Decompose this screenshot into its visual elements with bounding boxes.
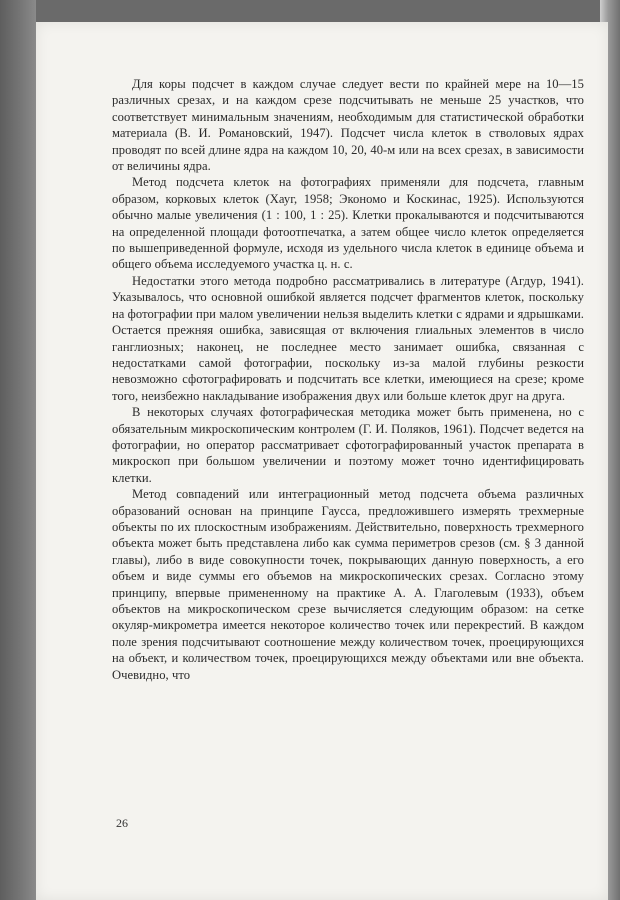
book-page xyxy=(36,22,608,900)
paragraph-1: Для коры подсчет в каждом случае следует вести по крайней мере на 10—15 различных срезах, и на каждом срезе подсчитывать не меньше 25 участков, что соответствует минимальным значениям, необходимым для статистической обработки материала (В. И. Романовский, 1947). Подсчет числа клеток в стволовых ядрах проводят по всей длине ядра на каждом 10, 20, 40-м или на всех срезах, в зависимости от величины ядра. xyxy=(112,77,584,174)
scan-top-edge xyxy=(0,0,620,22)
paragraph-3: Недостатки этого метода подробно рассматривались в литературе (Агдур, 1941). Указывалось, что основной ошибкой является подсчет фрагментов клеток, поскольку на фотографии при малом увеличении нельзя выделить клетки с ядрами и ядрышками. Остается прежняя ошибка, зависящая от включения глиальных элементов в число ганглиозных; наконец, не последнее место занимает ошибка, связанная с недостатками самой фотографии, поскольку из-за малой глубины резкости невозможно сфотографировать и подсчитать все клетки, имеющиеся на срезе; кроме того, неизбежно накладывание изображения двух или больше клеток друг на друга. xyxy=(112,273,584,403)
body-text xyxy=(112,76,584,683)
page-number: 26 xyxy=(116,816,128,830)
paragraph-5: Метод совпадений или интеграционный метод подсчета объема различных образований основан на принципе Гаусса, предложившего измерять трехмерные объекты по их плоскостным изображениям. Действительно, поверхность трехмерного объекта может быть представлена либо как сумма периметров срезов (см. § 3 данной главы), либо в виде совокупности точек, покрывающих данную поверхность, а его объем и виде суммы его объемов на микроскопических срезах. Согласно этому принципу, впервые примененному на практике А. А. Глаголевым (1933), объем объектов на микроскопическом срезе вычисляется следующим образом: на сетке окуляр-микрометра имеется некоторое количество точек или перекрестий. В каждом поле зрения подсчитывают соотношение между количеством точек, проецирующихся на объект, и количеством точек, проецирующихся между объектами или вне объекта. Очевидно, что xyxy=(112,487,584,682)
scan-left-edge xyxy=(0,0,36,900)
paragraph-4: В некоторых случаях фотографическая методика может быть применена, но с обязательным микроскопическим контролем (Г. И. Поляков, 1961). Подсчет ведется на фотографии, но оператор рассматривает сфотографированный участок препарата в микроскоп при большом увеличении и поэтому может точно идентифицировать клетки. xyxy=(112,405,584,485)
paragraph-2: Метод подсчета клеток на фотографиях применяли для подсчета, главным образом, корковых клеток (Хауг, 1958; Экономо и Коскинас, 1925). Используются обычно малые увеличения (1 : 100, 1 : 25). Клетки прокалываются и подсчитываются на определенной площади фотоотпечатка, а затем общее число клеток определяется по вышеприведенной формуле, исходя из удельного числа клеток в единице объема и общего объема исследуемого участка ц. н. с. xyxy=(112,175,584,272)
